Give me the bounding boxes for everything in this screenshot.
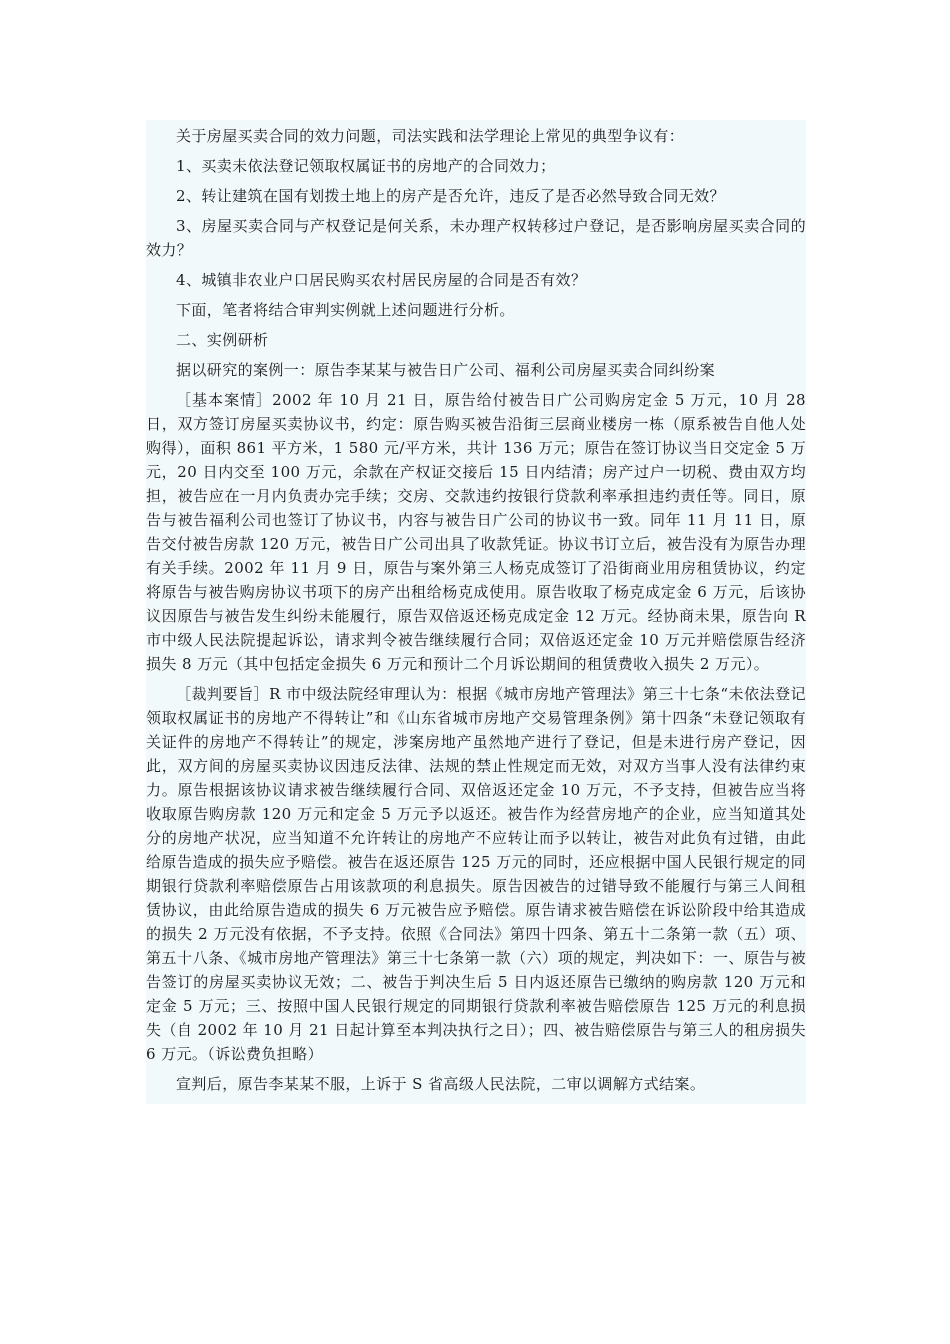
case-title-paragraph: 据以研究的案例一：原告李某某与被告日广公司、福利公司房屋买卖合同纠纷案 [176,361,716,379]
document-body [146,120,806,1104]
judgment-paragraph: ［裁判要旨］R 市中级法院经审理认为：根据《城市房地产管理法》第三十七条“未依法登记领取权属证书的房地产不得转让”和《山东省城市房地产交易管理条例》第十四条“未登记领取有关证件的房地产不得转让”的规定，涉案房地产虽然地产进行了登记，但是未进行房产登记，因此，双方间的房屋买卖协议因违反法律、法规的禁止性规定而无效，对双方当事人没有法律约束力。原告根据该协议请求被告继续履行合同、双倍返还定金 10 万元，不予支持，但被告应当将收取原告购房款 120 万元和定金 5 万元予以返还。被告作为经营房地产的企业，应当知道其处分的房地产状况，应当知道不允许转让的房地产不应转让而予以转让，被告对此负有过错，由此给原告造成的损失应予赔偿。被告在返还原告 125 万元的同时，还应根据中国人民银行规定的同期银行贷款利率赔偿原告占用该款项的利息损失。原告因被告的过错导致不能履行与第三人间租赁协议，由此给原告造成的损失 6 万元被告应予赔偿。原告请求被告赔偿在诉讼阶段中给其造成的损失 2 万元没有依据，不予支持。依照《合同法》第四十四条、第五十二条第一款（五）项、第五十八条、《城市房地产管理法》第三十七条第一款（六）项的规定，判决如下：一、原告与被告签订的房屋买卖协议无效；二、被告于判决生后 5 日内返还原告已缴纳的购房款 120 万元和定金 5 万元；三、按照中国人民银行规定的同期银行贷款利率被告赔偿原告 125 万元的利息损失（自 2002 年 10 月 21 日起计算至本判决执行之日）；四、被告赔偿原告与第三人的租房损失 6 万元。（诉讼费负担略） [146,685,806,1063]
intro-paragraph: 关于房屋买卖合同的效力问题，司法实践和法学理论上常见的典型争议有： [176,127,685,145]
issue-4-paragraph: 4、城镇非农业户口居民购买农村居民房屋的合同是否有效？ [176,271,587,289]
issue-3-paragraph: 3、房屋买卖合同与产权登记是何关系，未办理产权转移过户登记，是否影响房屋买卖合同的效力？ [146,217,806,259]
section-heading: 二、实例研析 [176,331,269,349]
issue-1-paragraph: 1、买卖未依法登记领取权属证书的房地产的合同效力； [176,157,556,175]
basic-facts-paragraph: ［基本案情］2002 年 10 月 21 日，原告给付被告日广公司购房定金 5 万元，10 月 28 日，双方签订房屋买卖协议书，约定：原告购买被告沿街三层商业楼房一栋（原系被告自他人处购得），面积 861 平方米，1 580 元/平方米，共计 136 万元；原告在签订协议当日交定金 5 万元，20 日内交至 100 万元，余款在产权证交接后 15 日内结清；房产过户一切税、费由双方均担，被告应在一月内负责办完手续；交房、交款违约按银行贷款利率承担违约责任等。同日，原告与被告福利公司也签订了协议书，内容与被告日广公司的协议书一致。同年 11 月 11 日，原告交付被告房款 120 万元，被告日广公司出具了收款凭证。协议书订立后，被告没有为原告办理有关手续。2002 年 11 月 9 日，原告与案外第三人杨克成签订了沿街商业用房租赁协议，约定将原告与被告购房协议书项下的房产出租给杨克成使用。原告收取了杨克成定金 6 万元，后该协议因原告与被告发生纠纷未能履行，原告双倍返还杨克成定金 12 万元。经协商未果，原告向 R 市中级人民法院提起诉讼，请求判令被告继续履行合同；双倍返还定金 10 万元并赔偿原告经济损失 8 万元（其中包括定金损失 6 万元和预计二个月诉讼期间的租赁费收入损失 2 万元）。 [146,391,806,673]
issue-2-paragraph: 2、转让建筑在国有划拨土地上的房产是否允许，违反了是否必然导致合同无效？ [176,187,725,205]
appeal-paragraph: 宣判后，原告李某某不服，上诉于 S 省高级人民法院，二审以调解方式结案。 [176,1075,706,1093]
transition-paragraph: 下面，笔者将结合审判实例就上述问题进行分析。 [176,301,515,319]
